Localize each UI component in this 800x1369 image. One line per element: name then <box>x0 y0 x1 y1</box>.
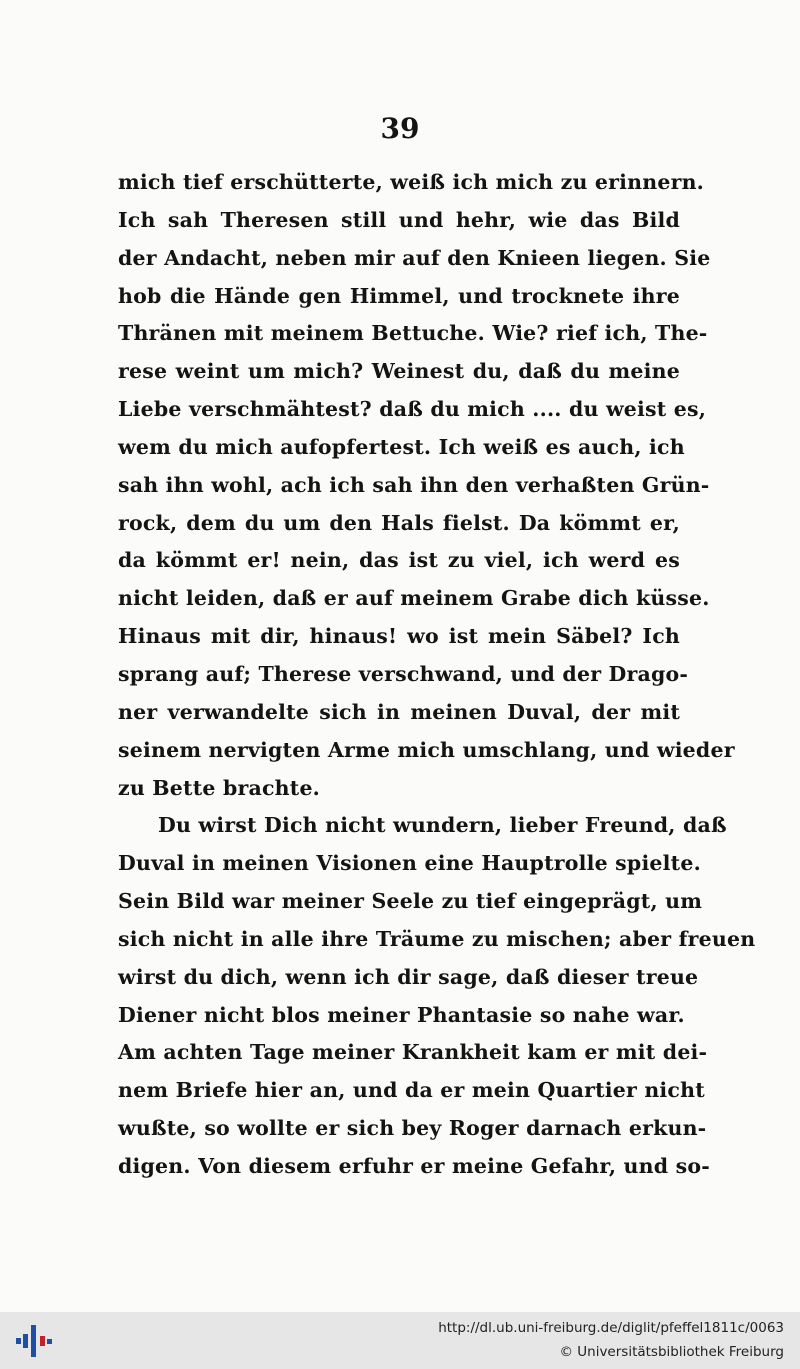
viewer-footer <box>0 1312 800 1369</box>
text-line: ner verwandelte sich in meinen Duval, der mit <box>118 699 680 724</box>
copyright-text: © Universitätsbibliothek Freiburg <box>559 1344 784 1360</box>
text-line: wußte, so wollte er sich bey Roger darnach erkun- <box>118 1116 707 1141</box>
text-line: Diener nicht blos meiner Phantasie so nahe war. <box>118 1002 685 1027</box>
text-line: digen. Von diesem erfuhr er meine Gefahr, und so- <box>118 1153 710 1178</box>
text-line: sich nicht in alle ihre Träume zu mischen; aber freuen <box>118 926 756 951</box>
text-line: sah ihn wohl, ach ich sah ihn den verhaßten Grün- <box>118 472 710 497</box>
text-line: nicht leiden, daß er auf meinem Grabe dich küsse. <box>118 586 710 611</box>
text-line: rock, dem du um den Hals fielst. Da kömmt er, <box>118 510 680 535</box>
text-line: nem Briefe hier an, und da er mein Quartier nicht <box>118 1078 705 1103</box>
text-line: hob die Hände gen Himmel, und trocknete ihre <box>118 283 680 308</box>
text-line: sprang auf; Therese verschwand, und der Drago- <box>118 661 689 686</box>
text-line: Thränen mit meinem Bettuche. Wie? rief ich, The- <box>118 321 708 346</box>
text-line: da kömmt er! nein, das ist zu viel, ich werd es <box>118 548 680 573</box>
text-line: Am achten Tage meiner Krankheit kam er mit dei- <box>118 1040 708 1065</box>
body-text <box>118 164 756 1186</box>
text-line: zu Bette brachte. <box>118 775 321 800</box>
text-line: Sein Bild war meiner Seele zu tief eingeprägt, um <box>118 889 703 914</box>
text-line: wem du mich aufopfertest. Ich weiß es auch, ich <box>118 434 685 459</box>
text-line: Hinaus mit dir, hinaus! wo ist mein Säbel? Ich <box>118 624 680 649</box>
text-line: Ich sah Theresen still und hehr, wie das Bild <box>118 207 680 232</box>
source-url-link[interactable]: http://dl.ub.uni-freiburg.de/diglit/pfeffel1811c/0063 <box>438 1320 784 1336</box>
text-line: seinem nervigten Arme mich umschlang, und wieder <box>118 737 735 762</box>
page-number: 39 <box>380 112 420 145</box>
text-line: Liebe verschmähtest? daß du mich .... du weist es, <box>118 397 707 422</box>
library-logo-icon[interactable] <box>14 1322 54 1360</box>
text-line: rese weint um mich? Weinest du, daß du meine <box>118 359 680 384</box>
paragraph-start-line: Du wirst Dich nicht wundern, lieber Freund, daß <box>158 813 727 838</box>
text-line: mich tief erschütterte, weiß ich mich zu erinnern. <box>118 170 705 194</box>
text-line: wirst du dich, wenn ich dir sage, daß dieser treue <box>118 964 699 989</box>
text-line: der Andacht, neben mir auf den Knieen liegen. Sie <box>118 245 711 270</box>
text-line: Duval in meinen Visionen eine Hauptrolle spielte. <box>118 851 701 876</box>
